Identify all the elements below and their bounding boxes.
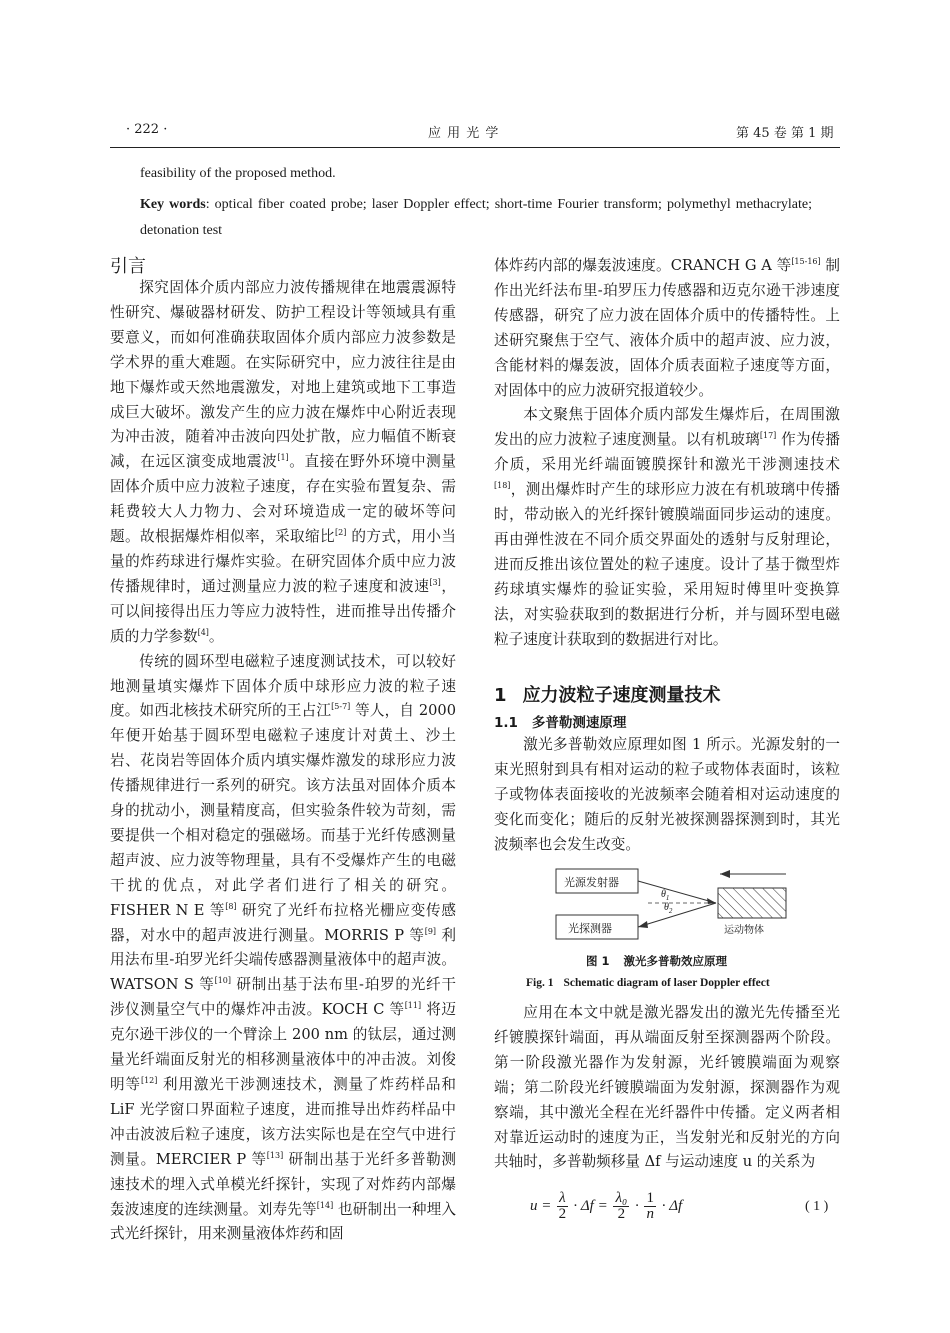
intro-paragraph-2: 传统的圆环型电磁粒子速度测试技术，可以较好地测量填实爆炸下固体介质中球形应力波的粒子速度。如西北核技术研究所的王占江[5-7] 等人，自 2000 年便开始基于圆环型电磁粒子速度计对黄土、沙土岩、花岗岩等固体介质内填实爆炸激发的球形应力波传播规律进行一系列的研究。该方法虽对固体介质本身的扰动小，测量精度高，但实验条件较为苛刻，需要提供一个相对稳定的强磁场。而基于光纤传感测量超声波、应力波等物理量，具有不受爆炸产生的电磁干扰的优点，对此学者们进行了相关的研究。FISHER N E 等[8] 研究了光纤布拉格光栅应变传感器，对水中的超声波进行测量。MORRIS P 等[9] 利用法布里-珀罗光纤尖端传感器测量液体中的超声波。WATSON S 等[10] 研制出基于法布里-珀罗的光纤干涉仪测量空气中的爆炸冲击波。KOCH C 等[11] 将迈克尔逊干涉仪的一个臂涂上 200 nm 的钛层，通过测量光纤端面反射光的相移测量液体中的冲击波。刘俊明等[12] 利用激光干涉测速技术，测量了炸药样品和 LiF 光学窗口界面粒子速度，进而推导出炸药样品中冲击波波后粒子速度，该方法实际也是在空气中进行测量。MERCIER P 等[13] 研制出基于光纤多普勒测速技术的埋入式单模光纤探针，实现了对炸药内部爆轰波速度的连续测量。刘寿先等[14] 也研制出一种埋入式光纤探针，用来测量液体炸药和固 xyxy=(110,652,457,1243)
keywords-text: : optical fiber coated probe; laser Doppler effect; short-time Fourier transform; polymethyl methacrylate; detonation test xyxy=(140,197,812,238)
intro-paragraph-2-continued: 体炸药内部的爆轰波速度。CRANCH G A 等[15-16] 制作出光纤法布里-珀罗压力传感器和迈克尔逊干涉速度传感器，研究了应力波在固体介质中的传播特性。上述研究聚焦于空气、液体介质中的超声波、应力波，含能材料的爆轰波，固体介质表面粒子速度等方面，对固体中的应力波研究报道较少。 xyxy=(494,257,840,399)
journal-name: 应 用 光 学 xyxy=(428,126,500,141)
section-1-para-2: 应用在本文中就是激光器发出的激光先传播至光纤镀膜探针端面，再从端面反射至探测器两个阶段。第一阶段激光器作为发射源，光纤镀膜端面为观察端；第二阶段光纤镀膜端面为发射源，探测器作为观察端，其中激光全程在光纤器件中传播。定义两者相对靠近运动时的速度为正，当发射光和反射光的方向共轴时，多普勒频移量 Δf 与运动速度 u 的关系为 xyxy=(494,1004,840,1171)
detector-label: 光探测器 xyxy=(568,922,612,935)
intro-paragraph-3: 本文聚焦于固体介质内部发生爆炸后，在周围激发出的应力波粒子速度测量。以有机玻璃[17] 作为传播介质，采用光纤端面镀膜探针和激光干涉测速技术[18]，测出爆炸时产生的球形应力波在有机玻璃中传播时，带动嵌入的光纤探针镀膜端面同步运动的速度。再由弹性波在不同介质交界面处的透射与反射理论，进而反推出该位置处的粒子速度。设计了基于微型炸药球填实爆炸的验证实验，采用短时傅里叶变换算法，对实验获取到的数据进行分析，并与圆环型电磁粒子速度计获取到的数据进行对比。 xyxy=(494,406,840,648)
equation-1: u = $\frac{\lambda}{2}$ · Δf = $\frac{\text{λ₀}}{2}$ · $\frac{1}{n}$ · Δf xyxy=(530,1190,683,1222)
theta-2-label: $\theta_2$ xyxy=(664,902,673,915)
citation: [9] xyxy=(424,926,437,936)
citation: [8] xyxy=(225,901,237,911)
right-column-top xyxy=(494,254,840,653)
intro-title: 引言 xyxy=(110,256,146,277)
citation: [12] xyxy=(140,1076,158,1085)
header-rule xyxy=(110,147,840,148)
citation: [1] xyxy=(277,453,289,463)
section-1-para-1: 激光多普勒效应原理如图 1 所示。光源发射的一束光照射到具有相对运动的粒子或物体表面时，该粒子或物体表面接收的光波频率会随着相对运动速度的变化而变化；随后的反射光被探测器探测到时，其光波频率也会发生改变。 xyxy=(494,736,840,853)
keywords xyxy=(140,192,812,244)
abstract-tail: feasibility of the proposed method. xyxy=(140,166,336,181)
citation: [17] xyxy=(759,431,777,441)
citation: [2] xyxy=(335,528,347,538)
citation: [4] xyxy=(197,627,209,637)
fraction-1-over-n: $\frac{1}{n}$ xyxy=(646,1190,654,1222)
section-1-heading: 1 应力波粒子速度测量技术 xyxy=(494,685,721,706)
citation: [15-16] xyxy=(791,257,821,266)
figure-1-caption-en: Fig. 1 Schematic diagram of laser Doppler effect xyxy=(526,977,770,989)
citation: [14] xyxy=(316,1200,334,1210)
left-column xyxy=(110,276,456,1247)
citation: [5-7] xyxy=(331,702,351,712)
citation: [3] xyxy=(429,577,441,587)
page-number: · 222 · xyxy=(126,122,168,137)
citation: [11] xyxy=(404,1001,422,1011)
fraction-lambda0-over-2: $\frac{\text{λ₀}}{2}$ xyxy=(615,1190,628,1222)
figure-1-caption-cn: 图 1 激光多普勒效应原理 xyxy=(586,954,728,968)
citation: [13] xyxy=(266,1150,284,1160)
keywords-label: Key words xyxy=(140,197,206,212)
issue-label: 第 45 卷 第 1 期 xyxy=(736,126,834,141)
incident-beam xyxy=(638,881,716,903)
moving-object xyxy=(718,888,786,918)
citation: [10] xyxy=(214,976,231,986)
fraction-lambda-over-2: $\frac{\lambda}{2}$ xyxy=(558,1190,567,1222)
subsection-1-1-heading: 1.1 多普勒测速原理 xyxy=(494,715,627,731)
equation-1-number: ( 1 ) xyxy=(805,1199,829,1214)
intro-paragraph-1: 探究固体介质内部应力波传播规律在地震震源特性研究、爆破器材研发、防护工程设计等领域具有重要意义，而如何准确获取固体介质内部应力波参数是学术界的重大难题。在实际研究中，应力波往往是由地下爆炸或天然地震激发，对地上建筑或地下工事造成巨大破坏。激发产生的应力波在爆炸中心附近表现为冲击波，随着冲击波向四处扩散，应力幅值不断衰减，在远区演变成地震波[1]。直接在野外环境中测量固体介质中应力波粒子速度，存在实验布置复杂、需耗费较大人力物力、会对环境造成一定的破坏等问题。故根据爆炸相似率，采取缩比[2] 的方式，用小当量的炸药球进行爆炸实验。在研究固体介质中应力波传播规律时，通过测量应力波的粒子速度和波速[3]，可以间接得出压力等应力波特性，进而推导出传播介质的力学参数[4]。 xyxy=(110,279,456,645)
theta-1-label: $\theta_1$ xyxy=(661,889,670,902)
reflected-beam xyxy=(638,903,716,927)
citation: [18] xyxy=(494,481,511,491)
moving-object-label: 运动物体 xyxy=(724,925,764,936)
source-emitter-label: 光源发射器 xyxy=(564,876,619,889)
